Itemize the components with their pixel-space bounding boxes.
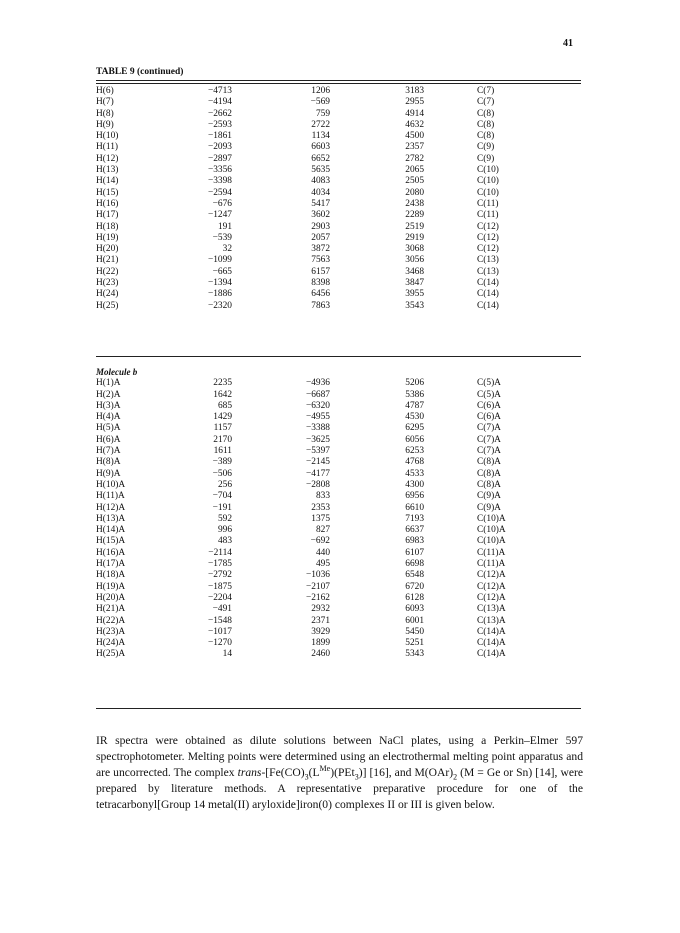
atom-label: H(13) (96, 165, 119, 176)
table-row (96, 593, 581, 604)
atom-label: H(10) (96, 131, 119, 142)
table-row (96, 233, 581, 244)
z-coordinate: 2955 (405, 97, 424, 108)
z-coordinate: 6107 (405, 547, 424, 558)
z-coordinate: 6093 (405, 604, 424, 615)
z-coordinate: 6056 (405, 434, 424, 445)
y-coordinate: −2808 (305, 479, 330, 490)
z-coordinate: 6001 (405, 615, 424, 626)
y-coordinate: 4034 (311, 187, 330, 198)
x-coordinate: −191 (212, 502, 232, 513)
atom-label: H(6) (96, 86, 114, 96)
table-row (96, 536, 581, 547)
bonded-atom: C(7)A (477, 446, 501, 457)
atom-label: H(4)A (96, 412, 121, 423)
x-coordinate: −2093 (207, 142, 232, 153)
z-coordinate: 6720 (405, 581, 424, 592)
bonded-atom: C(13) (477, 255, 499, 266)
body-paragraph (96, 733, 583, 813)
table-top-rule (96, 80, 581, 81)
table-row (96, 514, 581, 525)
bonded-atom: C(14) (477, 289, 499, 300)
z-coordinate: 2438 (405, 198, 424, 209)
bonded-atom: C(12) (477, 232, 499, 243)
y-coordinate: 2057 (311, 232, 330, 243)
atom-label: H(18)A (96, 570, 126, 581)
atom-label: H(1)A (96, 378, 121, 389)
atom-label: H(5)A (96, 423, 121, 434)
atom-label: H(16) (96, 198, 119, 209)
x-coordinate: 996 (217, 525, 232, 536)
z-coordinate: 2289 (405, 210, 424, 221)
bonded-atom: C(8)A (477, 457, 501, 468)
table-row (96, 188, 581, 199)
x-coordinate: 14 (222, 649, 232, 660)
y-coordinate: 2371 (311, 615, 330, 626)
y-coordinate: −3625 (305, 434, 330, 445)
atom-label: H(17)A (96, 559, 126, 570)
z-coordinate: 5450 (405, 626, 424, 637)
y-coordinate: 3929 (311, 626, 330, 637)
x-coordinate: 256 (217, 479, 232, 490)
subscript: 3 (354, 772, 359, 782)
x-coordinate: −1099 (207, 255, 232, 266)
x-coordinate: −1548 (207, 615, 232, 626)
y-coordinate: 6603 (311, 142, 330, 153)
atom-label: H(7)A (96, 446, 121, 457)
bonded-atom: C(8) (477, 131, 495, 142)
table-row (96, 457, 581, 468)
x-coordinate: −676 (212, 198, 232, 209)
subscript: 2 (453, 772, 458, 782)
y-coordinate: 2932 (311, 604, 330, 615)
table-row (96, 423, 581, 434)
z-coordinate: 3847 (405, 278, 424, 289)
bonded-atom: C(8) (477, 108, 495, 119)
y-coordinate: −2107 (305, 581, 330, 592)
table-row (96, 390, 581, 401)
x-coordinate: −2204 (207, 592, 232, 603)
atom-label: H(11) (96, 142, 119, 153)
z-coordinate: 4632 (405, 119, 424, 130)
atom-label: H(3)A (96, 400, 121, 411)
atom-label: H(23) (96, 278, 119, 289)
z-coordinate: 3543 (405, 300, 424, 311)
z-coordinate: 6253 (405, 446, 424, 457)
atom-label: H(6)A (96, 434, 121, 445)
y-coordinate: 1206 (311, 86, 330, 96)
y-coordinate: 7563 (311, 255, 330, 266)
bonded-atom: C(9)A (477, 502, 501, 513)
bonded-atom: C(6)A (477, 412, 501, 423)
y-coordinate: 8398 (311, 278, 330, 289)
atom-label: H(17) (96, 210, 119, 221)
y-coordinate: 2460 (311, 649, 330, 660)
x-coordinate: −1861 (207, 131, 232, 142)
table-row (96, 627, 581, 638)
bonded-atom: C(14)A (477, 649, 506, 660)
z-coordinate: 4300 (405, 479, 424, 490)
bonded-atom: C(11)A (477, 547, 506, 558)
x-coordinate: −2897 (207, 153, 232, 164)
atom-label: H(24) (96, 289, 119, 300)
table-row (96, 446, 581, 457)
table-bottom-rule (96, 708, 581, 709)
y-coordinate: −4936 (305, 378, 330, 389)
atom-label: H(8)A (96, 457, 121, 468)
table-caption: TABLE 9 (continued) (96, 67, 184, 77)
y-coordinate: −3388 (305, 423, 330, 434)
atom-label: H(9)A (96, 468, 121, 479)
atom-label: H(10)A (96, 479, 126, 490)
x-coordinate: −389 (212, 457, 232, 468)
bonded-atom: C(14) (477, 278, 499, 289)
paragraph-italic-trans: trans (237, 766, 262, 779)
table-row (96, 267, 581, 278)
x-coordinate: 1429 (213, 412, 232, 423)
table-row (96, 649, 581, 660)
bonded-atom: C(10)A (477, 536, 506, 547)
y-coordinate: −2162 (305, 592, 330, 603)
bonded-atom: C(8) (477, 119, 495, 130)
y-coordinate: 4083 (311, 176, 330, 187)
z-coordinate: 4530 (405, 412, 424, 423)
table-section-rule (96, 356, 581, 357)
y-coordinate: −4955 (305, 412, 330, 423)
y-coordinate: −5397 (305, 446, 330, 457)
table-row (96, 154, 581, 165)
bonded-atom: C(11)A (477, 559, 506, 570)
atom-label: H(2)A (96, 389, 121, 400)
table-row (96, 638, 581, 649)
z-coordinate: 2505 (405, 176, 424, 187)
atom-label: H(19) (96, 232, 119, 243)
y-coordinate: 833 (315, 491, 330, 502)
bonded-atom: C(13)A (477, 604, 506, 615)
table-row (96, 86, 581, 97)
y-coordinate: 7863 (311, 300, 330, 311)
bonded-atom: C(5)A (477, 389, 501, 400)
z-coordinate: 2080 (405, 187, 424, 198)
bonded-atom: C(7) (477, 86, 495, 96)
x-coordinate: 191 (217, 221, 232, 232)
bonded-atom: C(9) (477, 142, 495, 153)
atom-label: H(19)A (96, 581, 126, 592)
y-coordinate: −6320 (305, 400, 330, 411)
x-coordinate: −539 (212, 232, 232, 243)
bonded-atom: C(7)A (477, 423, 501, 434)
atom-label: H(22) (96, 266, 119, 277)
table-row (96, 301, 581, 312)
x-coordinate: −2792 (207, 570, 232, 581)
x-coordinate: −506 (212, 468, 232, 479)
atom-label: H(15)A (96, 536, 126, 547)
y-coordinate: 759 (315, 108, 330, 119)
y-coordinate: 495 (315, 559, 330, 570)
bonded-atom: C(7) (477, 97, 495, 108)
table-row (96, 401, 581, 412)
y-coordinate: −1036 (305, 570, 330, 581)
z-coordinate: 2357 (405, 142, 424, 153)
bonded-atom: C(8)A (477, 468, 501, 479)
atom-label: H(23)A (96, 626, 126, 637)
x-coordinate: −2594 (207, 187, 232, 198)
table-row (96, 244, 581, 255)
bonded-atom: C(10) (477, 187, 499, 198)
bonded-atom: C(12) (477, 244, 499, 255)
x-coordinate: −1875 (207, 581, 232, 592)
table-row (96, 503, 581, 514)
x-coordinate: −3356 (207, 165, 232, 176)
atom-label: H(12)A (96, 502, 126, 513)
x-coordinate: −1017 (207, 626, 232, 637)
z-coordinate: 5206 (405, 378, 424, 389)
bonded-atom: C(6)A (477, 400, 501, 411)
z-coordinate: 3056 (405, 255, 424, 266)
z-coordinate: 3955 (405, 289, 424, 300)
atom-label: H(20) (96, 244, 119, 255)
table-row (96, 559, 581, 570)
z-coordinate: 6295 (405, 423, 424, 434)
x-coordinate: 1642 (213, 389, 232, 400)
x-coordinate: −2662 (207, 108, 232, 119)
y-coordinate: 3872 (311, 244, 330, 255)
bonded-atom: C(10)A (477, 513, 506, 524)
bonded-atom: C(7)A (477, 434, 501, 445)
table-row (96, 210, 581, 221)
z-coordinate: 6637 (405, 525, 424, 536)
bonded-atom: C(5)A (477, 378, 501, 389)
atom-label: H(8) (96, 108, 114, 119)
x-coordinate: −2593 (207, 119, 232, 130)
z-coordinate: 2519 (405, 221, 424, 232)
x-coordinate: −1394 (207, 278, 232, 289)
bonded-atom: C(9) (477, 153, 495, 164)
paragraph-text: )(PEt (330, 766, 355, 779)
table-row (96, 131, 581, 142)
bonded-atom: C(12)A (477, 592, 506, 603)
atom-label: H(14) (96, 176, 119, 187)
paragraph-text: -[Fe(CO) (261, 766, 305, 779)
atom-label: H(16)A (96, 547, 126, 558)
y-coordinate: −692 (310, 536, 330, 547)
table-row (96, 120, 581, 131)
table-row (96, 199, 581, 210)
table-row (96, 97, 581, 108)
x-coordinate: −2114 (208, 547, 232, 558)
x-coordinate: 1611 (213, 446, 232, 457)
x-coordinate: −1270 (207, 638, 232, 649)
z-coordinate: 6983 (405, 536, 424, 547)
bonded-atom: C(10) (477, 176, 499, 187)
y-coordinate: 3602 (311, 210, 330, 221)
z-coordinate: 6698 (405, 559, 424, 570)
z-coordinate: 3183 (405, 86, 424, 96)
paragraph-text: (M = Ge or Sn) [14], were prepared by literature methods. A representative preparative procedure for one of the tetracarbonyl[Group 14 metal(II) aryloxide]iron(0) complexes II or III is given below. (96, 766, 583, 811)
table-row (96, 278, 581, 289)
table-row (96, 165, 581, 176)
y-coordinate: 2722 (311, 119, 330, 130)
paragraph-text: (L (308, 766, 320, 779)
bonded-atom: C(8)A (477, 479, 501, 490)
y-coordinate: −4177 (305, 468, 330, 479)
y-coordinate: 5417 (311, 198, 330, 209)
table-row (96, 604, 581, 615)
z-coordinate: 4914 (405, 108, 424, 119)
x-coordinate: 1157 (213, 423, 232, 434)
z-coordinate: 6128 (405, 592, 424, 603)
z-coordinate: 5251 (405, 638, 424, 649)
x-coordinate: −1785 (207, 559, 232, 570)
table-row (96, 378, 581, 389)
x-coordinate: 2235 (213, 378, 232, 389)
table-row (96, 142, 581, 153)
table-row (96, 491, 581, 502)
atom-label: H(9) (96, 119, 114, 130)
bonded-atom: C(11) (477, 198, 499, 209)
x-coordinate: −1247 (207, 210, 232, 221)
z-coordinate: 4787 (405, 400, 424, 411)
bonded-atom: C(9)A (477, 491, 501, 502)
paragraph-text: )] [16], and M(OAr) (358, 766, 454, 779)
x-coordinate: 685 (217, 400, 232, 411)
table-row (96, 616, 581, 627)
atom-label: H(22)A (96, 615, 126, 626)
table-row (96, 435, 581, 446)
x-coordinate: −704 (212, 491, 232, 502)
molecule-b-heading: Molecule b (96, 367, 138, 377)
atom-label: H(24)A (96, 638, 126, 649)
x-coordinate: −2320 (207, 300, 232, 311)
y-coordinate: 1134 (311, 131, 330, 142)
bonded-atom: C(13) (477, 266, 499, 277)
z-coordinate: 7193 (405, 513, 424, 524)
bonded-atom: C(12)A (477, 581, 506, 592)
x-coordinate: −4713 (207, 86, 232, 96)
table-row (96, 289, 581, 300)
page-number: 41 (563, 38, 573, 49)
atom-label: H(20)A (96, 592, 126, 603)
x-coordinate: 483 (217, 536, 232, 547)
subscript: 3 (304, 772, 309, 782)
y-coordinate: −2145 (305, 457, 330, 468)
z-coordinate: 2919 (405, 232, 424, 243)
x-coordinate: −3398 (207, 176, 232, 187)
z-coordinate: 4500 (405, 131, 424, 142)
x-coordinate: 2170 (213, 434, 232, 445)
z-coordinate: 2782 (405, 153, 424, 164)
paragraph-text: IR spectra were obtained as dilute solutions between NaCl plates, using a Perkin–Elmer 597 spectrophotometer. Melting points were determined using an electrothermal melting point apparatus and are uncorrected. The complex (96, 734, 583, 779)
bonded-atom: C(13)A (477, 615, 506, 626)
atom-label: H(18) (96, 221, 119, 232)
y-coordinate: 2353 (311, 502, 330, 513)
table-row (96, 525, 581, 536)
atom-label: H(25)A (96, 649, 126, 660)
coordinates-table-molecule-b (96, 367, 581, 661)
y-coordinate: 2903 (311, 221, 330, 232)
superscript: Me (319, 764, 331, 774)
atom-label: H(21) (96, 255, 119, 266)
x-coordinate: −4194 (207, 97, 232, 108)
y-coordinate: 6157 (311, 266, 330, 277)
z-coordinate: 2065 (405, 165, 424, 176)
atom-label: H(15) (96, 187, 119, 198)
z-coordinate: 3068 (405, 244, 424, 255)
y-coordinate: 827 (315, 525, 330, 536)
coordinates-table-molecule-a (96, 86, 581, 312)
bonded-atom: C(14)A (477, 638, 506, 649)
table-top-rule-inner (96, 83, 581, 84)
table-row (96, 570, 581, 581)
atom-label: H(21)A (96, 604, 126, 615)
y-coordinate: 1899 (311, 638, 330, 649)
bonded-atom: C(10) (477, 165, 499, 176)
x-coordinate: −665 (212, 266, 232, 277)
y-coordinate: 6652 (311, 153, 330, 164)
table-row (96, 222, 581, 233)
atom-label: H(11)A (96, 491, 125, 502)
bonded-atom: C(14) (477, 300, 499, 311)
table-row (96, 582, 581, 593)
table-row (96, 109, 581, 120)
x-coordinate: −491 (212, 604, 232, 615)
bonded-atom: C(11) (477, 210, 499, 221)
bonded-atom: C(10)A (477, 525, 506, 536)
z-coordinate: 6548 (405, 570, 424, 581)
x-coordinate: 32 (222, 244, 232, 255)
table-row (96, 255, 581, 266)
z-coordinate: 5386 (405, 389, 424, 400)
atom-label: H(13)A (96, 513, 126, 524)
table-row (96, 176, 581, 187)
z-coordinate: 4533 (405, 468, 424, 479)
z-coordinate: 3468 (405, 266, 424, 277)
y-coordinate: −6687 (305, 389, 330, 400)
y-coordinate: 1375 (311, 513, 330, 524)
z-coordinate: 4768 (405, 457, 424, 468)
bonded-atom: C(14)A (477, 626, 506, 637)
y-coordinate: −569 (310, 97, 330, 108)
atom-label: H(25) (96, 300, 119, 311)
atom-label: H(14)A (96, 525, 126, 536)
y-coordinate: 440 (315, 547, 330, 558)
y-coordinate: 5635 (311, 165, 330, 176)
z-coordinate: 5343 (405, 649, 424, 660)
x-coordinate: 592 (217, 513, 232, 524)
z-coordinate: 6956 (405, 491, 424, 502)
atom-label: H(7) (96, 97, 114, 108)
atom-label: H(12) (96, 153, 119, 164)
y-coordinate: 6456 (311, 289, 330, 300)
table-row (96, 469, 581, 480)
z-coordinate: 6610 (405, 502, 424, 513)
table-row (96, 480, 581, 491)
bonded-atom: C(12)A (477, 570, 506, 581)
table-row (96, 412, 581, 423)
table-row (96, 548, 581, 559)
x-coordinate: −1886 (207, 289, 232, 300)
bonded-atom: C(12) (477, 221, 499, 232)
